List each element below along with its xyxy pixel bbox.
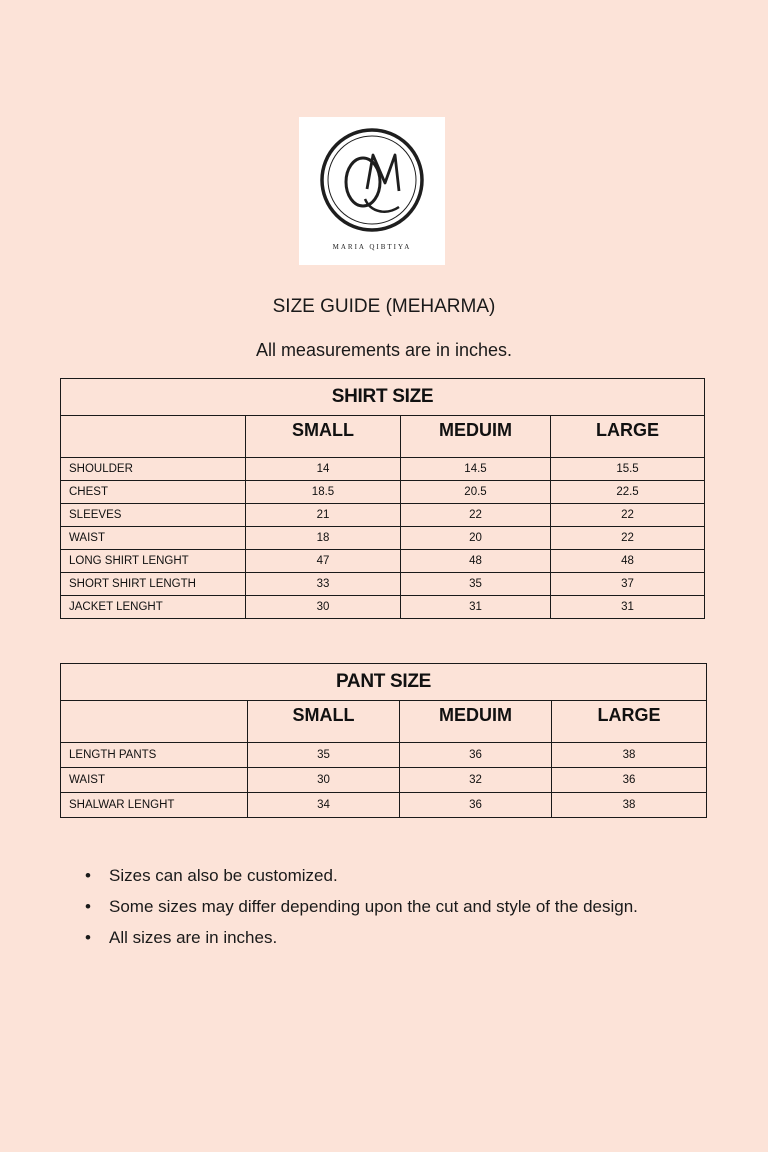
table-row: [61, 596, 705, 619]
row-label: SHOULDER: [61, 458, 246, 481]
column-header-empty: [61, 416, 246, 458]
row-label: LENGTH PANTS: [61, 743, 248, 768]
note-text: Some sizes may differ depending upon the cut and style of the design.: [109, 897, 638, 916]
table-row: [61, 793, 707, 818]
page-title: SIZE GUIDE (MEHARMA): [272, 296, 496, 317]
note-text: All sizes are in inches.: [109, 928, 278, 947]
table-cell: 14: [246, 458, 401, 481]
table-row: [61, 481, 705, 504]
table-cell: 32: [400, 768, 552, 793]
column-header-medium: MEDUIM: [401, 416, 551, 458]
row-label: WAIST: [61, 527, 246, 550]
table-cell: 36: [552, 768, 707, 793]
shirt-table-title: SHIRT SIZE: [61, 379, 705, 416]
table-cell: 38: [552, 793, 707, 818]
pant-size-table: [60, 663, 707, 818]
table-cell: 14.5: [401, 458, 551, 481]
table-cell: 30: [246, 596, 401, 619]
table-cell: 15.5: [551, 458, 705, 481]
note-text: Sizes can also be customized.: [109, 866, 338, 885]
table-cell: 34: [248, 793, 400, 818]
table-cell: 38: [552, 743, 707, 768]
shirt-size-table: [60, 378, 705, 619]
table-cell: 48: [551, 550, 705, 573]
table-cell: 20: [401, 527, 551, 550]
table-row: [61, 550, 705, 573]
column-header-medium: MEDUIM: [400, 701, 552, 743]
table-cell: 22.5: [551, 481, 705, 504]
list-item: [85, 891, 685, 922]
table-cell: 36: [400, 793, 552, 818]
page-subtitle: All measurements are in inches.: [255, 340, 513, 360]
table-title-row: [61, 379, 705, 416]
column-header-large: LARGE: [552, 701, 707, 743]
table-cell: 48: [401, 550, 551, 573]
bullet-icon: •: [85, 897, 91, 916]
table-cell: 36: [400, 743, 552, 768]
table-row: [61, 527, 705, 550]
table-row: [61, 573, 705, 596]
column-header-large: LARGE: [551, 416, 705, 458]
table-title-row: [61, 664, 707, 701]
table-header-row: [61, 701, 707, 743]
list-item: [85, 922, 685, 953]
table-cell: 18: [246, 527, 401, 550]
brand-name: MARIA QIBTIYA: [332, 243, 412, 251]
table-cell: 37: [551, 573, 705, 596]
table-row: [61, 743, 707, 768]
row-label: SLEEVES: [61, 504, 246, 527]
table-cell: 47: [246, 550, 401, 573]
table-cell: 20.5: [401, 481, 551, 504]
table-header-row: [61, 416, 705, 458]
table-row: [61, 768, 707, 793]
table-cell: 21: [246, 504, 401, 527]
row-label: SHALWAR LENGHT: [61, 793, 248, 818]
row-label: CHEST: [61, 481, 246, 504]
bullet-icon: •: [85, 928, 91, 947]
row-label: LONG SHIRT LENGHT: [61, 550, 246, 573]
table-cell: 30: [248, 768, 400, 793]
column-header-empty: [61, 701, 248, 743]
row-label: SHORT SHIRT LENGTH: [61, 573, 246, 596]
column-header-small: SMALL: [248, 701, 400, 743]
table-row: [61, 458, 705, 481]
table-cell: 22: [551, 504, 705, 527]
table-cell: 35: [248, 743, 400, 768]
table-cell: 35: [401, 573, 551, 596]
row-label: JACKET LENGHT: [61, 596, 246, 619]
table-cell: 31: [551, 596, 705, 619]
table-cell: 22: [551, 527, 705, 550]
table-cell: 31: [401, 596, 551, 619]
table-cell: 18.5: [246, 481, 401, 504]
table-row: [61, 504, 705, 527]
table-cell: 22: [401, 504, 551, 527]
bullet-icon: •: [85, 866, 91, 885]
brand-logo: [299, 117, 445, 265]
notes-list: [85, 860, 685, 953]
column-header-small: SMALL: [246, 416, 401, 458]
table-cell: 33: [246, 573, 401, 596]
list-item: [85, 860, 685, 891]
pant-table-title: PANT SIZE: [61, 664, 707, 701]
row-label: WAIST: [61, 768, 248, 793]
